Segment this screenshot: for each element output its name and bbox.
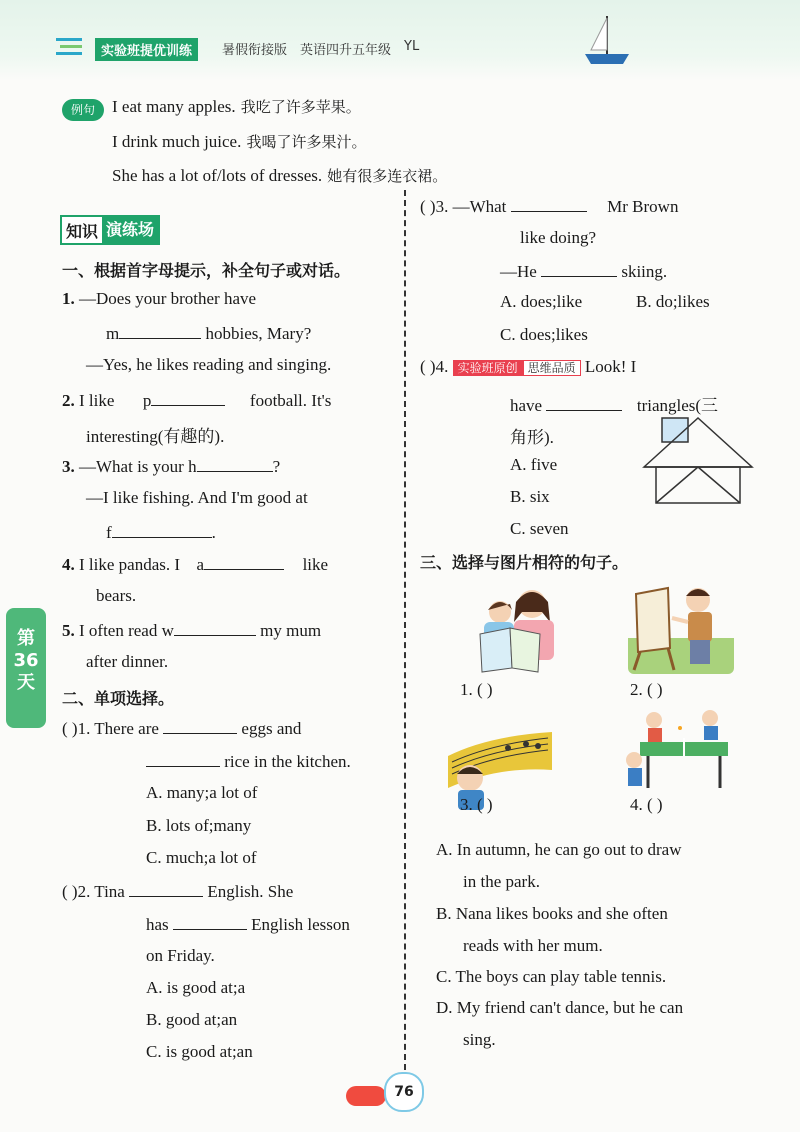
q3-text-a: —What is your (79, 457, 184, 476)
column-divider (404, 190, 406, 1070)
q3-line2: —I like fishing. And I'm good at (86, 488, 308, 507)
q3-line1 (62, 455, 280, 477)
mc1-blank2[interactable] (146, 750, 220, 767)
q5-line2: after dinner. (86, 652, 169, 671)
q3-blank[interactable] (197, 455, 273, 472)
q3-hint-letter2: f (106, 523, 112, 542)
mc4-answer-slot[interactable]: ( )4. (420, 357, 449, 376)
q2-text-b: football. It's (249, 391, 332, 410)
mc1-text-c: rice in the kitchen. (224, 752, 351, 771)
mc4-text-a: Look! I (584, 357, 637, 376)
picture-1-label: 1. ( ) (460, 680, 493, 699)
picture-3-label: 3. ( ) (460, 795, 493, 814)
q1-line3: —Yes, he likes reading and singing. (86, 355, 332, 374)
mc4-option-b: B. six (510, 487, 550, 506)
example-en: She has a lot of/lots of dresses. (112, 166, 323, 185)
mc1-option-b: B. lots of;many (146, 816, 252, 835)
q1-line2 (106, 322, 311, 344)
q3-hint-letter: h (188, 457, 197, 476)
mc4-text-b: have (510, 396, 543, 415)
part1-title: 一、根据首字母提示，补全句子或对话。 (62, 261, 351, 280)
mc2-option-c: C. is good at;an (146, 1042, 253, 1061)
sentence-option-d-cont: sing. (463, 1030, 496, 1049)
q4-hint-letter: a (196, 555, 205, 574)
mc2-blank2[interactable] (173, 913, 247, 930)
original-tag: 实验班原创 (453, 360, 523, 376)
example-zh: 我喝了许多果汁。 (246, 133, 367, 151)
example-badge: 例句 (62, 99, 104, 121)
q4-number: 4. (62, 555, 75, 574)
q1-line1 (62, 289, 256, 309)
section-badge (60, 215, 160, 245)
day-tab-line3: 天 (17, 672, 35, 693)
mc4-line1 (420, 357, 636, 377)
picture-4-label: 4. ( ) (630, 795, 663, 814)
submarine-icon (346, 1086, 386, 1106)
mc1-text-b: eggs and (241, 719, 302, 738)
section-badge-part2: 演练场 (102, 217, 158, 243)
q3-text-d: . (211, 523, 216, 542)
q2-number: 2. (62, 391, 75, 410)
q2-text-a: I like (79, 391, 115, 410)
triangle-house-figure (642, 415, 754, 507)
mc2-line1 (62, 880, 293, 902)
page-number: 76 (384, 1072, 424, 1112)
mc3-option-c: C. does;likes (500, 325, 588, 344)
day-tab (6, 608, 46, 728)
q4-line2: bears. (96, 586, 137, 605)
mc1-text-a: There are (94, 719, 159, 738)
q5-text-a: I often read (79, 621, 158, 640)
mc3-line3 (500, 260, 667, 282)
table-tennis-picture (620, 708, 732, 794)
mc2-text-b: English. She (207, 882, 294, 901)
series-badge: 实验班提优训练 (95, 38, 198, 61)
q4-blank[interactable] (204, 553, 284, 570)
sentence-option-c: C. The boys can play table tennis. (436, 967, 667, 986)
mc2-blank1[interactable] (129, 880, 203, 897)
mc2-line3: on Friday. (146, 946, 215, 965)
mc3-text-e: skiing. (621, 262, 668, 281)
q4-text-b: like (302, 555, 329, 574)
mc2-option-a: A. is good at;a (146, 978, 246, 997)
edition-label: 暑假衔接版 (222, 43, 288, 58)
mc2-line2 (146, 913, 350, 935)
mc4-line2 (510, 391, 718, 416)
q1-hint-letter: m (106, 324, 120, 343)
mc1-option-c: C. much;a lot of (146, 848, 257, 867)
q2-hint-letter: p (142, 391, 152, 410)
thinking-tag: 思维品质 (523, 360, 581, 376)
mc4-option-c: C. seven (510, 519, 569, 538)
example-zh: 她有很多连衣裙。 (327, 167, 448, 185)
q1-text-a: —Does your brother have (79, 289, 257, 308)
example-line-1 (112, 96, 361, 117)
mc1-answer-slot[interactable]: ( )1. (62, 719, 91, 738)
mc3-blank2[interactable] (541, 260, 617, 277)
part2-title: 二、单项选择。 (62, 689, 175, 708)
example-en: I eat many apples. (112, 97, 236, 116)
mc1-blank1[interactable] (163, 717, 237, 734)
q1-text-b: hobbies, Mary? (205, 324, 312, 343)
sentence-option-b: B. Nana likes books and she often (436, 904, 668, 923)
q1-number: 1. (62, 289, 75, 308)
example-zh: 我吃了许多苹果。 (240, 98, 361, 116)
q3-number: 3. (62, 457, 75, 476)
sailboat-icon (575, 10, 635, 70)
q2-blank[interactable] (151, 389, 225, 406)
q5-hint-letter: w (161, 621, 174, 640)
mc2-text-a: Tina (94, 882, 125, 901)
mc2-text-c: has (146, 915, 169, 934)
q5-number: 5. (62, 621, 75, 640)
mc3-option-a: A. does;like (500, 292, 583, 311)
mc3-line2: like doing? (520, 228, 597, 247)
part3-title: 三、选择与图片相符的句子。 (420, 553, 629, 572)
mc1-line2 (146, 750, 351, 772)
code-label: YL (404, 39, 420, 54)
q2-line1 (62, 389, 331, 411)
q2-line2: interesting(有趣的). (86, 427, 225, 446)
mc4-text-c: triangles(三 (636, 396, 719, 415)
mc1-line1 (62, 717, 301, 739)
q1-blank[interactable] (119, 322, 201, 339)
q4-text-a: I like pandas. I (79, 555, 181, 574)
reading-with-mum-picture (470, 582, 568, 674)
mc4-option-a: A. five (510, 455, 558, 474)
q5-text-b: my mum (260, 621, 322, 640)
picture-2-label: 2. ( ) (630, 680, 663, 699)
mc3-line1 (420, 195, 678, 217)
sentence-option-b-cont: reads with her mum. (463, 936, 603, 955)
mc1-option-a: A. many;a lot of (146, 783, 258, 802)
sentence-option-a-cont: in the park. (463, 872, 540, 891)
example-en: I drink much juice. (112, 132, 242, 151)
mc2-option-b: B. good at;an (146, 1010, 238, 1029)
q4-line1 (62, 553, 328, 575)
mc3-text-d: —He (500, 262, 537, 281)
header-decoration-icon (56, 36, 86, 58)
mc3-answer-slot[interactable]: ( )3. (420, 197, 449, 216)
mc3-option-b: B. do;likes (636, 292, 710, 311)
painting-picture (628, 578, 734, 674)
example-line-2 (112, 131, 366, 152)
mc3-text-a: —What (452, 197, 507, 216)
q3-text-b: ? (272, 457, 281, 476)
q3-blank2[interactable] (112, 521, 212, 538)
section-badge-part1: 知识 (66, 221, 99, 241)
mc2-text-d: English lesson (251, 915, 350, 934)
sentence-option-a: A. In autumn, he can go out to draw (436, 840, 682, 859)
example-line-3 (112, 165, 447, 186)
mc3-blank1[interactable] (511, 195, 587, 212)
sentence-option-d: D. My friend can't dance, but he can (436, 998, 684, 1017)
q5-blank[interactable] (174, 619, 256, 636)
subject-label: 英语四升五年级 (300, 43, 392, 58)
day-tab-line1: 第 (17, 628, 35, 649)
q3-line3 (106, 521, 216, 543)
q5-line1 (62, 619, 321, 641)
mc2-answer-slot[interactable]: ( )2. (62, 882, 91, 901)
mc3-text-b: Mr Brown (607, 197, 679, 216)
mc4-line3: 角形). (510, 428, 554, 447)
mc4-blank[interactable] (546, 394, 622, 411)
day-tab-line2: 36 (13, 650, 39, 671)
